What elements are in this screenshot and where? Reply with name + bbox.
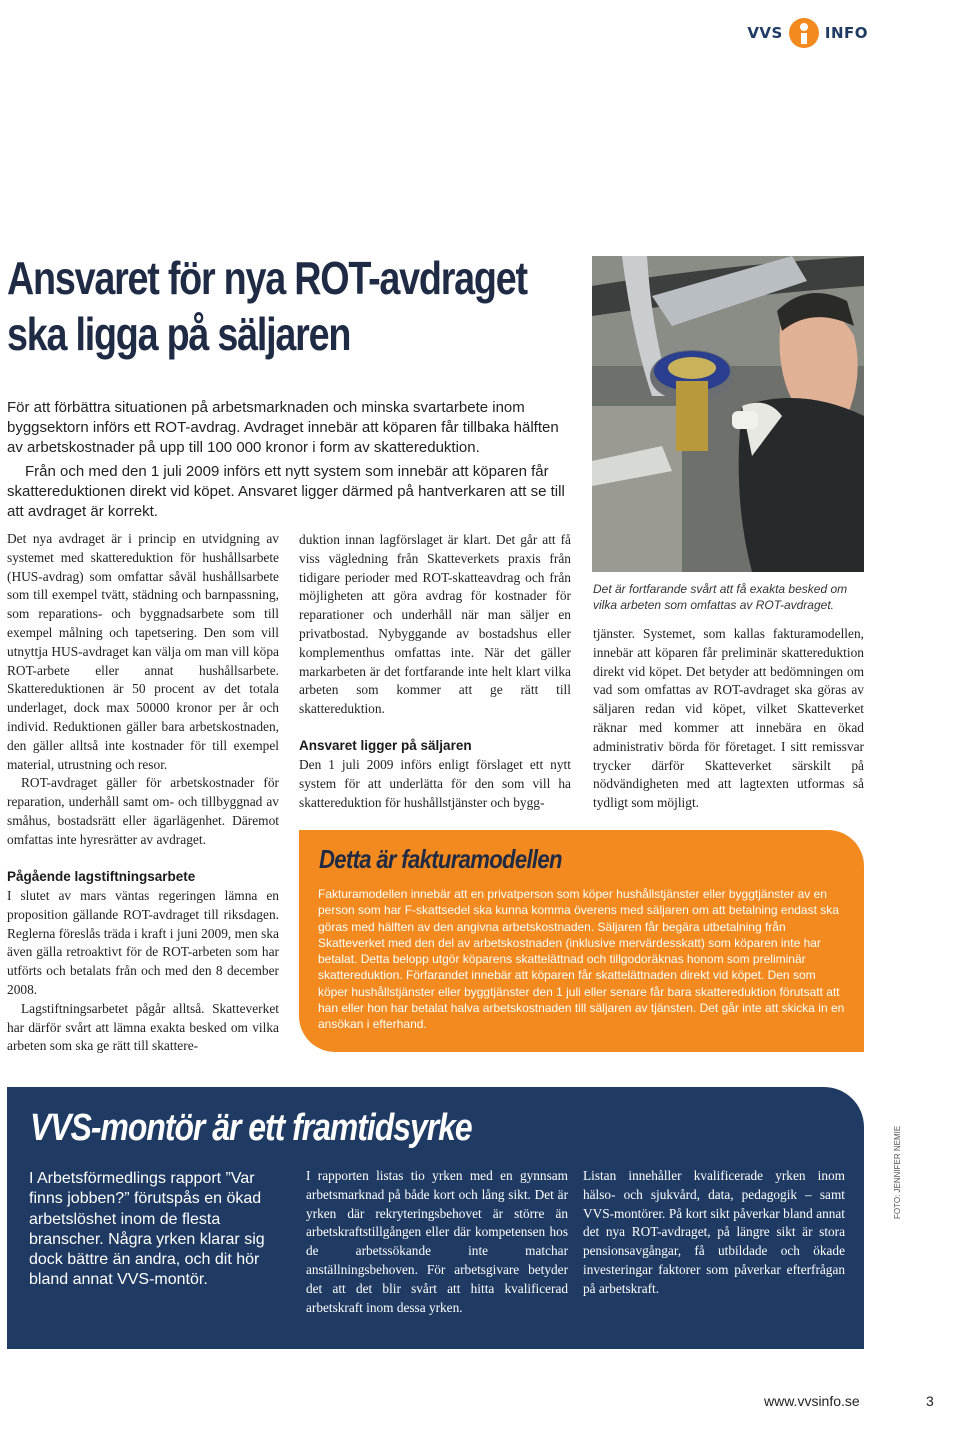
fact-box-body: Fakturamodellen innebär att en privatperson som köper hushållstjänster eller byggtjänster av en person som har F-skattsedel ska kunna komma överens med säljaren om att betalning endast ska göras med hälften av den angivna arbetskostnaden. Säljaren får begära utbetalning från Skatteverket med den del av arbetskostnaden (inklusive mervärdesskatt) som köparen inte har betalat. Detta belopp utgör köparens skattelättnad och tillgodoräknas honom som preliminär skattereduktion. Förfarandet innebär att köparen får skattelättnaden direkt vid köpet. Den som köper hushållstjänster eller byggtjänster den 1 juli eller senare får bara skattereduktion förutsatt att han eller hon har betalat halva arbetskostnaden till säljaren av tjänsten. Det går inte att skicka in en ansökan i efterhand. bbox=[318, 887, 845, 1032]
brand-logo bbox=[747, 16, 868, 50]
article-title bbox=[7, 250, 527, 362]
col2-paragraph-1: duktion innan lagförslaget är klart. Det går att få viss vägledning från Skatteverkets praxis från tidigare perioder med ROT-skatteavdrag och från möjligheten att göra avdrag för kostnader för reparationer och underhåll när man säljer en privatbostad. Nybyggande av bostadshus eller komplementhus omfattas inte. När det gäller markarbeten är det fortfarande inte helt klart vilka arbeten som kommer att ge rätt till skattereduktion. bbox=[299, 532, 571, 717]
col1-subheading: Pågående lagstiftningsarbete bbox=[7, 869, 196, 884]
col1-paragraph-2: ROT-avdraget gäller för arbetskostnader för reparation, underhåll samt om- och tillbyggnad av småhus, bostadsrätt eller ägarlägenhet. Däremot omfattas inte hyresrätter av avdraget. bbox=[7, 775, 279, 847]
column-2-lower bbox=[299, 736, 571, 812]
col2-subheading: Ansvaret ligger på säljaren bbox=[299, 738, 472, 753]
page-number: 3 bbox=[926, 1393, 934, 1409]
fact-box bbox=[299, 830, 864, 1052]
vvs-box-column-3: Listan innehåller kvalificerade yrken inom hälso- och sjukvård, data, pedagogik – samt VVS-montörer. På kort sikt påverkar bland annat det nya ROT-avdraget, på längre sikt är stora pensionsavgångar, få utbildade och ökade investeringar faktorer som påverkar efterfrågan på arbetskraft. bbox=[583, 1168, 845, 1296]
column-1-lower bbox=[7, 867, 279, 1056]
intro-paragraph bbox=[7, 398, 572, 458]
intro-text: För att förbättra situationen på arbetsmarknaden och minska svartarbete inom byggsektorn införs ett ROT-avdrag. Avdraget innebär att köparen får tillbaka hälften av arbetskostnader på upp till 100 000 kronor i form av skattereduktion. bbox=[7, 399, 559, 456]
lead-paragraph: Från och med den 1 juli 2009 införs ett nytt system som innebär att köparen får skattereduktionen direkt vid köpet. Ansvaret ligger därmed på hantverkaren att se till att avdraget är korrekt. bbox=[7, 463, 565, 520]
photo-credit-text: FOTO: JENNIFER NEMIE bbox=[893, 1125, 902, 1219]
photo-credit bbox=[893, 1125, 907, 1219]
column-2 bbox=[299, 531, 571, 719]
fact-box-title: Detta är fakturamodellen bbox=[319, 844, 562, 874]
title-line-1: Ansvaret för nya ROT-avdraget bbox=[7, 252, 527, 304]
vvs-box-title: VVS-montör är ett framtidsyrke bbox=[30, 1107, 472, 1149]
vvs-box-lead: I Arbetsförmedlings rapport ”Var finns jobben?” förutspås en ökad arbetslöshet inom de flesta branscher. Några yrken klarar sig dock bättre än andra, och dit hör bland annat VVS-montör. bbox=[29, 1170, 265, 1289]
plumber-photo-illustration bbox=[592, 256, 864, 572]
brand-left: VVS bbox=[747, 24, 783, 42]
column-3 bbox=[593, 625, 864, 813]
col2-paragraph-2: Den 1 juli 2009 införs enligt förslaget ett nytt system för att underlätta för den som vill ha skattereduktion för hushållstjänster och bygg- bbox=[299, 757, 571, 810]
photo-caption: Det är fortfarande svårt att få exakta besked om vilka arbeten som omfattas av ROT-avdraget. bbox=[593, 582, 848, 612]
plumber-photo bbox=[592, 256, 864, 572]
col1-paragraph-3: I slutet av mars väntas regeringen lämna en proposition gällande ROT-avdraget till riksdagen. Reglerna föreslås träda i kraft i juni 2009, men ska även gälla retroaktivt för de ROT-arbeten som har utförts och betalats från och med den 8 december 2008. bbox=[7, 888, 279, 997]
footer-url[interactable]: www.vvsinfo.se bbox=[764, 1393, 860, 1409]
person-logo-icon bbox=[789, 18, 819, 48]
vvs-box-column-2: I rapporten listas tio yrken med en gynnsam arbetsmarknad på både kort och lång sikt. Det är yrken där rekryteringsbehovet är större än arbetskraftstillgången eller där kompetensen hos de arbetssökande inte matchar anställningsbehoven. För arbetsgivare betyder det att det blir svårt att hitta kvalificerad arbetskraft inom dessa yrken. bbox=[306, 1168, 568, 1315]
col1-paragraph-1: Det nya avdraget är i princip en utvidgning av systemet med skattereduktion för hushållsarbete (HUS-avdrag) som omfattar såväl hushållsarbete som till exempel tvätt, städning och barnpassning, som reparations- och byggnadsarbete som till exempel målning och tapetsering. Den som vill utnyttja HUS-avdraget kan välja om man vill köpa ROT-arbete eller annat hushållsarbete. Skattereduktionen är 50 procent av det totala underlaget, dock max 50000 kronor per år och individ. Reduktionen gäller bara arbetskostnaden, den gäller alltså inte kostnader för till exempel material, utrustning och resor. bbox=[7, 531, 279, 772]
brand-right: INFO bbox=[824, 24, 868, 42]
title-line-2: ska ligga på säljaren bbox=[7, 308, 351, 360]
col3-paragraph-1: tjänster. Systemet, som kallas fakturamodellen, innebär att köparen får preliminär skattereduktion direkt vid köpet. Det betyder att bedömningen om vad som omfattas av ROT-avdraget ska göras av säljaren redan vid köpet, vilket Skatteverket räknar med kommer att innebära en ökad administrativ börda för företaget. I sitt remissvar trycker därför Skatteverket särskilt på nödvändigheten med att lagtexten utformas så tydligt som möjligt. bbox=[593, 626, 864, 811]
column-1 bbox=[7, 530, 279, 850]
vvs-box bbox=[7, 1087, 864, 1349]
col1-paragraph-4: Lagstiftningsarbetet pågår alltså. Skatteverket har därför svårt att lämna exakta besked om vilka arbeten som ska ge rätt till skattere- bbox=[7, 1000, 279, 1054]
